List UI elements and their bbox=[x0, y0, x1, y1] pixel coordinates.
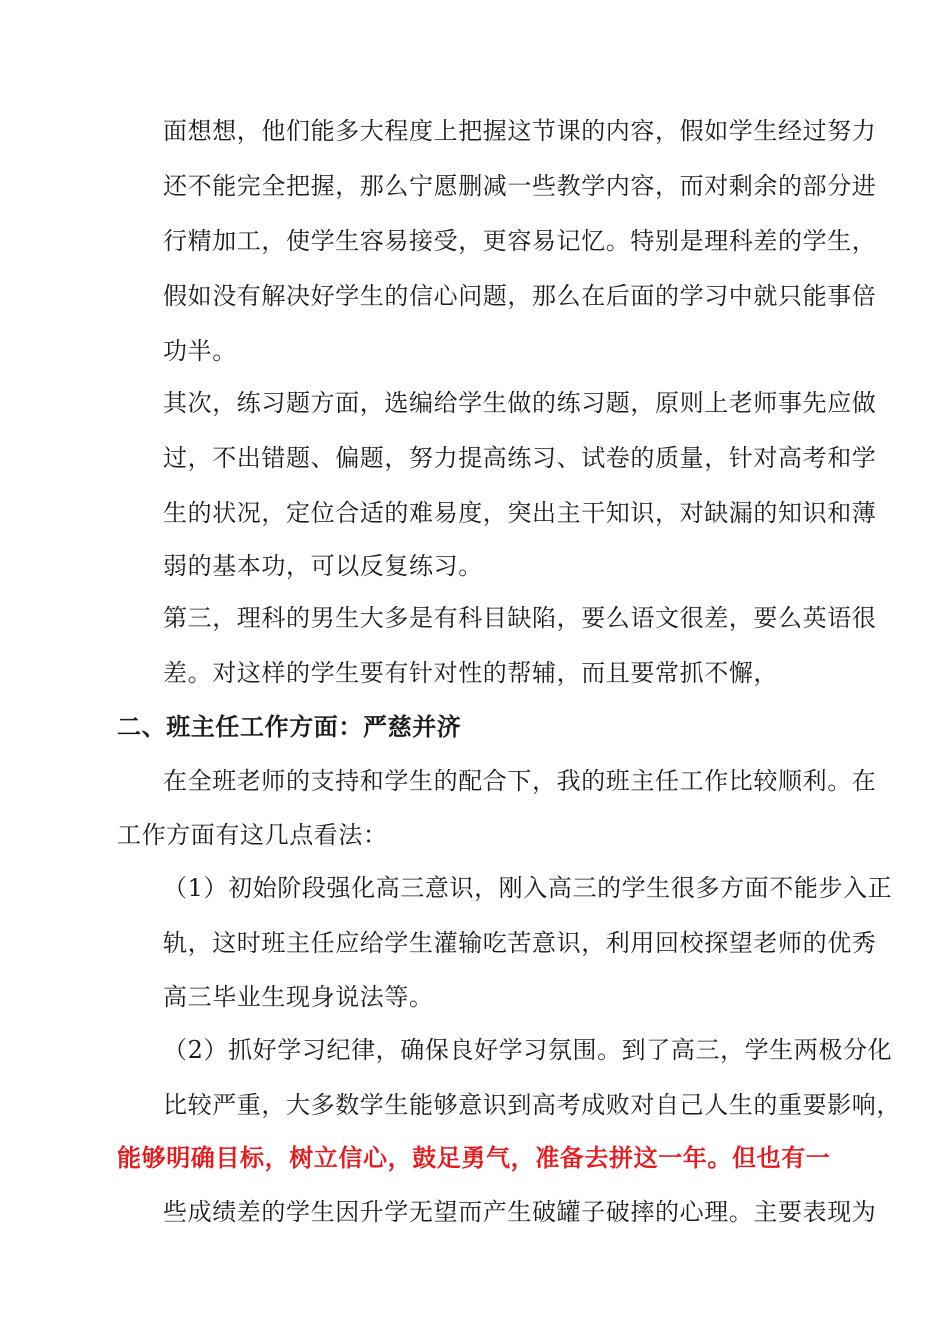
body-line-18: 比较严重，大多数学生能够意识到高考成败对自己人生的重要影响， bbox=[163, 1091, 901, 1119]
body-line-15: 轨，这时班主任应给学生灌输吃苦意识，利用回校探望老师的优秀 bbox=[163, 929, 877, 957]
body-line-11: 差。对这样的学生要有针对性的帮辅，而且要常抓不懈， bbox=[163, 659, 778, 687]
body-line-14: （1）初始阶段强化高三意识，刚入高三的学生很多方面不能步入正 bbox=[163, 874, 893, 902]
body-line-8: 生的状况，定位合适的难易度，突出主干知识，对缺漏的知识和薄 bbox=[163, 499, 877, 527]
body-line-16: 高三毕业生现身说法等。 bbox=[163, 983, 434, 1011]
section-heading: 二、班主任工作方面：严慈并济 bbox=[117, 713, 462, 741]
highlighted-line: 能够明确目标，树立信心，鼓足勇气，准备去拼这一年。但也有一 bbox=[117, 1144, 831, 1172]
body-line-9: 弱的基本功，可以反复练习。 bbox=[163, 552, 483, 580]
body-line-3: 行精加工，使学生容易接受，更容易记忆。特别是理科差的学生， bbox=[163, 227, 877, 255]
body-line-2: 还不能完全把握，那么宁愿删减一些教学内容，而对剩余的部分进 bbox=[163, 172, 877, 200]
body-line-13: 工作方面有这几点看法： bbox=[117, 821, 388, 849]
body-line-17: （2）抓好学习纪律，确保良好学习氛围。到了高三，学生两极分化 bbox=[163, 1036, 893, 1064]
body-line-10: 第三，理科的男生大多是有科目缺陷，要么语文很差，要么英语很 bbox=[163, 604, 877, 632]
body-line-12: 在全班老师的支持和学生的配合下，我的班主任工作比较顺利。在 bbox=[163, 767, 877, 795]
body-line-19: 些成绩差的学生因升学无望而产生破罐子破摔的心理。主要表现为 bbox=[163, 1198, 877, 1226]
body-line-1: 面想想，他们能多大程度上把握这节课的内容，假如学生经过努力 bbox=[163, 117, 877, 145]
body-line-7: 过，不出错题、偏题，努力提高练习、试卷的质量，针对高考和学 bbox=[163, 444, 877, 472]
body-line-5: 功半。 bbox=[163, 337, 237, 365]
body-line-4: 假如没有解决好学生的信心问题，那么在后面的学习中就只能事倍 bbox=[163, 282, 877, 310]
body-line-6: 其次，练习题方面，选编给学生做的练习题，原则上老师事先应做 bbox=[163, 389, 877, 417]
